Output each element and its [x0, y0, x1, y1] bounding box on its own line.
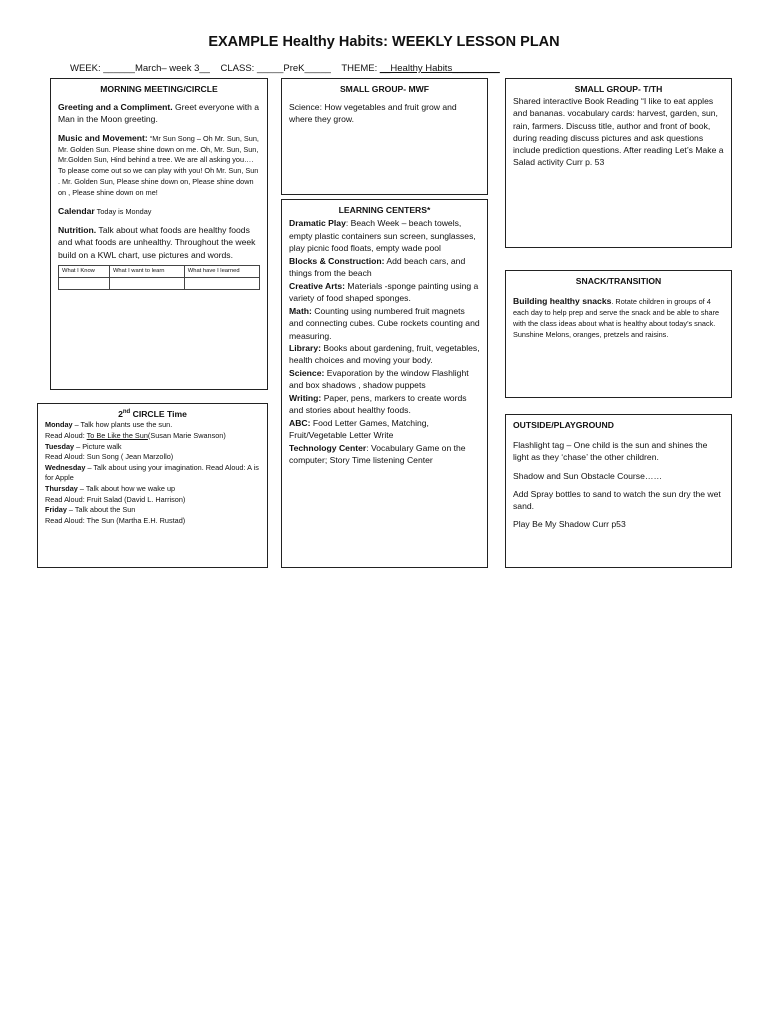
music-text: “Mr Sun Song – Oh Mr. Sun, Sun, Mr. Golden Sun. Please shine down on me. Oh, Mr. Sun, Sun, Mr.Golden Sun, Hind behind a tree. We are all asking you…. To please come out so we can play with you! Oh Mr. Sun, Sun . Mr. Golden Sun, Please shine down on, Please shine down on , Please shine down on me!	[58, 133, 259, 198]
small-group-tth-text: Shared interactive Book Reading “I like to eat apples and bananas. vocabulary cards: harvest, garden, sun, rain, farmers. Discuss title, author and front of book, during reading discuss pictures and ask questions include prediction questions. After reading Let’s Make a Salad activity Curr p. 53	[513, 96, 724, 168]
day-label: Friday	[45, 505, 67, 515]
second-circle-heading	[45, 408, 260, 420]
calendar-title: Calendar	[58, 206, 95, 217]
heading-sup: nd	[122, 409, 131, 416]
greeting-paragraph	[58, 101, 260, 125]
center-label: Technology Center	[289, 442, 367, 453]
small-group-mwf-text: Science: How vegetables and fruit grow and where they grow.	[289, 102, 457, 125]
day-text: – Picture walk	[74, 441, 122, 451]
calendar-paragraph	[58, 205, 260, 218]
center-dramatic-play	[289, 217, 480, 254]
thursday-line	[45, 484, 260, 495]
read-prefix: Read Aloud:	[45, 431, 87, 441]
center-library	[289, 342, 480, 367]
day-label: Thursday	[45, 483, 78, 493]
snack-transition-box	[505, 270, 732, 398]
snack-text: . Rotate children in groups of 4 each day to help prep and serve the snack and be able to share with the class ideas about what is healthy about today’s snack. Sunshine Melons, oranges, pretzels and raisins.	[513, 297, 720, 340]
week-value: ______March– week 3__	[103, 63, 210, 74]
plan-info-line	[70, 63, 500, 74]
outside-paragraph-2: Shadow and Sun Obstacle Course……	[513, 470, 663, 481]
week-label: WEEK:	[70, 63, 101, 74]
day-text: – Talk about the Sun	[66, 505, 136, 515]
page-title: EXAMPLE Healthy Habits: WEEKLY LESSON PLAN	[208, 34, 560, 50]
heading-num: 2	[118, 409, 123, 419]
snack-paragraph	[513, 295, 724, 341]
outside-heading: OUTSIDE/PLAYGROUND	[513, 420, 614, 430]
nutrition-paragraph	[58, 224, 260, 261]
read-author: (Susan Marie Swanson)	[147, 431, 226, 441]
kwl-header-learned: What have I learned	[184, 265, 259, 277]
center-text: Add beach cars, and things from the beach	[289, 255, 466, 279]
center-label: Writing:	[289, 392, 322, 403]
greeting-text: Greet everyone with a Man in the Moon greeting.	[58, 102, 260, 125]
center-label: ABC:	[289, 417, 311, 428]
kwl-header-want: What I want to learn	[109, 265, 184, 277]
learning-centers-box	[281, 199, 488, 568]
outside-paragraph-3: Add Spray bottles to sand to watch the sun dry the wet sand.	[513, 488, 721, 512]
kwl-cell	[184, 277, 259, 289]
center-text: Food Letter Games, Matching, Fruit/Vegetable Letter Write	[289, 417, 429, 441]
calendar-text: Today is Monday	[94, 207, 152, 217]
small-group-tth-heading: SMALL GROUP- T/TH	[574, 84, 663, 94]
heading-rest: CIRCLE Time	[130, 409, 187, 419]
center-text: : Vocabulary Game on the computer; Story Time listening Center	[289, 442, 466, 466]
read-title: To Be Like the Sun	[86, 431, 148, 441]
class-label: CLASS:	[220, 63, 255, 74]
nutrition-text: Talk about what foods are healthy foods and what foods are unhealthy. Throughout the week build on a KWL chart, use pictures and words.	[58, 225, 256, 260]
greeting-title: Greeting and a Compliment.	[58, 102, 173, 113]
day-text: – Talk about how we wake up	[77, 483, 176, 493]
outside-paragraph-1: Flashlight tag – One child is the sun and shines the light as they ‘chase’ the other children.	[513, 440, 708, 463]
wednesday-line	[45, 463, 260, 484]
outside-paragraph-4: Play Be My Shadow Curr p53	[513, 519, 626, 530]
day-label: Wednesday	[45, 462, 86, 472]
music-paragraph	[58, 132, 260, 200]
small-group-mwf-box	[281, 78, 488, 195]
kwl-chart	[58, 265, 260, 290]
center-blocks	[289, 255, 480, 280]
morning-meeting-box	[50, 78, 268, 390]
learning-centers-heading: LEARNING CENTERS*	[338, 205, 431, 215]
day-label: Tuesday	[45, 441, 75, 451]
snack-heading: SNACK/TRANSITION	[575, 276, 662, 286]
kwl-cell	[109, 277, 184, 289]
center-science	[289, 367, 480, 392]
music-title: Music and Movement:	[58, 132, 148, 143]
class-value: _____PreK_____	[256, 63, 331, 74]
kwl-header-know: What I Know	[59, 265, 110, 277]
center-creative-arts	[289, 280, 480, 305]
center-text: Evaporation by the window Flashlight and box shadows , shadow puppets	[289, 367, 469, 391]
center-writing	[289, 392, 480, 417]
friday-read-line: Read Aloud: The Sun (Martha E.H. Rustad)	[45, 515, 186, 525]
kwl-cell	[59, 277, 110, 289]
center-label: Library:	[289, 342, 321, 353]
center-text: Materials -sponge painting using a variety of food shaped sponges.	[289, 280, 479, 304]
center-label: Dramatic Play	[289, 218, 346, 229]
day-text: – Talk about using your imagination. Read Aloud: A is for Apple	[45, 462, 259, 483]
small-group-tth-box	[505, 78, 732, 248]
day-text: – Talk how plants use the sun.	[72, 420, 173, 430]
theme-label: THEME:	[341, 63, 378, 74]
outside-playground-box	[505, 414, 732, 568]
second-circle-box	[37, 403, 268, 568]
theme-value: __Healthy Habits_________	[379, 63, 500, 74]
center-math	[289, 305, 480, 342]
nutrition-title: Nutrition.	[58, 225, 97, 236]
tuesday-read-line: Read Aloud: Sun Song ( Jean Marzollo)	[45, 452, 174, 462]
center-label: Science:	[289, 367, 325, 378]
center-text: : Beach Week – beach towels, empty plastic containers sun screen, sunglasses, play picnic food floats, empty wade pool	[289, 218, 476, 254]
day-label: Monday	[45, 420, 73, 430]
thursday-read-line: Read Aloud: Fruit Salad (David L. Harrison)	[45, 494, 186, 504]
monday-read-line	[45, 431, 260, 442]
tuesday-line	[45, 442, 260, 453]
center-label: Math:	[289, 305, 312, 316]
center-text: Paper, pens, markers to create words and stories about healthy foods.	[289, 392, 467, 416]
friday-line	[45, 505, 260, 516]
center-label: Creative Arts:	[289, 280, 346, 291]
monday-line	[45, 420, 260, 431]
morning-meeting-heading: MORNING MEETING/CIRCLE	[100, 84, 218, 94]
center-text: Books about gardening, fruit, vegetables, health choices and moving your body.	[289, 342, 480, 366]
snack-title: Building healthy snacks	[513, 296, 612, 307]
center-text: Counting using numbered fruit magnets and connecting cubes. Cube rockets counting and measuring.	[289, 305, 480, 341]
center-technology	[289, 442, 480, 467]
center-abc	[289, 417, 480, 442]
center-label: Blocks & Construction:	[289, 255, 385, 266]
small-group-mwf-heading: SMALL GROUP- MWF	[339, 84, 430, 94]
